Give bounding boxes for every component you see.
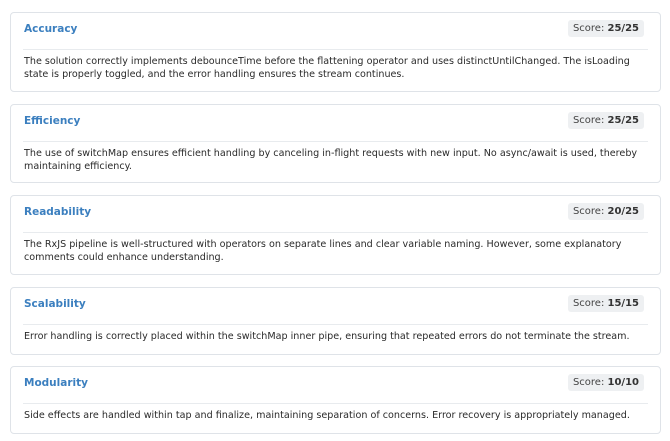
criterion-card-readability: [10, 195, 661, 275]
score-value: 15/15: [607, 298, 639, 309]
score-badge: [568, 203, 644, 220]
score-badge: [568, 295, 644, 312]
card-title: Scalability: [24, 298, 86, 310]
score-label: Score:: [572, 206, 605, 217]
score-badge: [568, 374, 644, 391]
score-label: Score:: [572, 298, 605, 309]
score-value: 25/25: [607, 23, 639, 34]
criterion-card-modularity: [10, 366, 661, 434]
score-label: Score:: [572, 23, 605, 34]
card-header: [23, 196, 648, 233]
card-header: [23, 367, 648, 404]
criterion-card-efficiency: [10, 104, 661, 183]
score-badge: [568, 112, 644, 129]
score-label: Score:: [572, 377, 605, 388]
score-badge: [568, 20, 644, 37]
criterion-card-scalability: [10, 287, 661, 355]
score-value: 10/10: [607, 377, 639, 388]
criterion-card-accuracy: [10, 12, 661, 92]
score-value: 20/25: [607, 206, 639, 217]
card-description: The solution correctly implements debounceTime before the flattening operator and uses distinctUntilChanged. The isLoading state is properly toggled, and the error handling ensures the stream continues.: [24, 56, 630, 80]
score-value: 25/25: [607, 115, 639, 126]
card-description: Error handling is correctly placed within the switchMap inner pipe, ensuring that repeated errors do not terminate the stream.: [24, 331, 630, 342]
card-description: The use of switchMap ensures efficient handling by canceling in-flight requests with new input. No async/await is used, thereby maintaining efficiency.: [24, 148, 638, 172]
score-label: Score:: [572, 115, 605, 126]
card-header: [23, 105, 648, 142]
card-title: Modularity: [24, 377, 88, 389]
card-title: Efficiency: [24, 115, 81, 127]
card-title: Accuracy: [24, 23, 78, 35]
card-description: The RxJS pipeline is well-structured with operators on separate lines and clear variable naming. However, some explanatory comments could enhance understanding.: [24, 239, 622, 263]
card-header: [23, 288, 648, 325]
card-header: [23, 13, 648, 50]
card-description: Side effects are handled within tap and finalize, maintaining separation of concerns. Error recovery is appropriately managed.: [24, 410, 630, 421]
card-title: Readability: [24, 206, 92, 218]
